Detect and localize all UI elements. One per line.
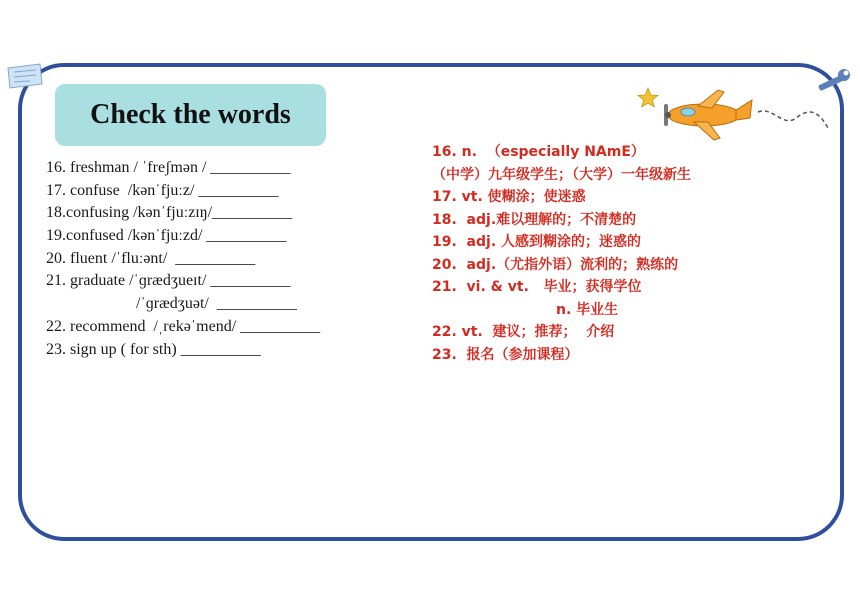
answer-item: 16. n. （especially NAmE） — [432, 144, 645, 160]
vocabulary-item: 18.confusing /kənˈfjuːzɪŋ/__________ — [46, 204, 293, 222]
vocabulary-item: 22. recommend /ˌrekəˈmend/ __________ — [46, 317, 321, 335]
airplane-icon — [658, 88, 834, 144]
paper-note-icon — [4, 62, 46, 92]
vocabulary-list — [46, 157, 320, 361]
vocabulary-item: 19.confused /kənˈfjuːzd/ __________ — [46, 227, 287, 245]
vocabulary-item: 20. fluent /ˈfluːənt/ __________ — [46, 249, 256, 267]
vocabulary-item: 23. sign up ( for sth) __________ — [46, 340, 261, 358]
vocabulary-item: 21. graduate /ˈɡrædʒueɪt/ __________ — [46, 272, 291, 290]
answer-item: 17. vt. 使糊涂；使迷惑 — [432, 189, 586, 205]
answer-item: 20. adj.（尤指外语）流利的；熟练的 — [432, 256, 679, 273]
answer-item: 23. 报名（参加课程） — [432, 346, 579, 363]
answer-item: 22. vt. 建议；推荐； 介绍 — [432, 324, 615, 340]
page-title: Check the words — [90, 99, 291, 130]
vocabulary-item: 17. confuse /kənˈfjuːz/ __________ — [46, 181, 279, 199]
star-icon — [636, 86, 660, 110]
answer-item: 18. adj.难以理解的；不清楚的 — [432, 211, 637, 228]
answer-item: （中学）九年级学生；（大学）一年级新生 — [432, 166, 691, 183]
answer-item: n. 毕业生 — [556, 301, 619, 318]
title-box — [55, 84, 326, 146]
answer-item: 21. vi. & vt. 毕业；获得学位 — [432, 279, 642, 295]
answer-item: 19. adj. 人感到糊涂的；迷惑的 — [432, 234, 642, 250]
vocabulary-item: /ˈɡrædʒuət/ __________ — [136, 295, 297, 313]
vocabulary-item: 16. freshman / ˈfreʃmən / __________ — [46, 159, 291, 176]
answer-list — [432, 141, 691, 366]
